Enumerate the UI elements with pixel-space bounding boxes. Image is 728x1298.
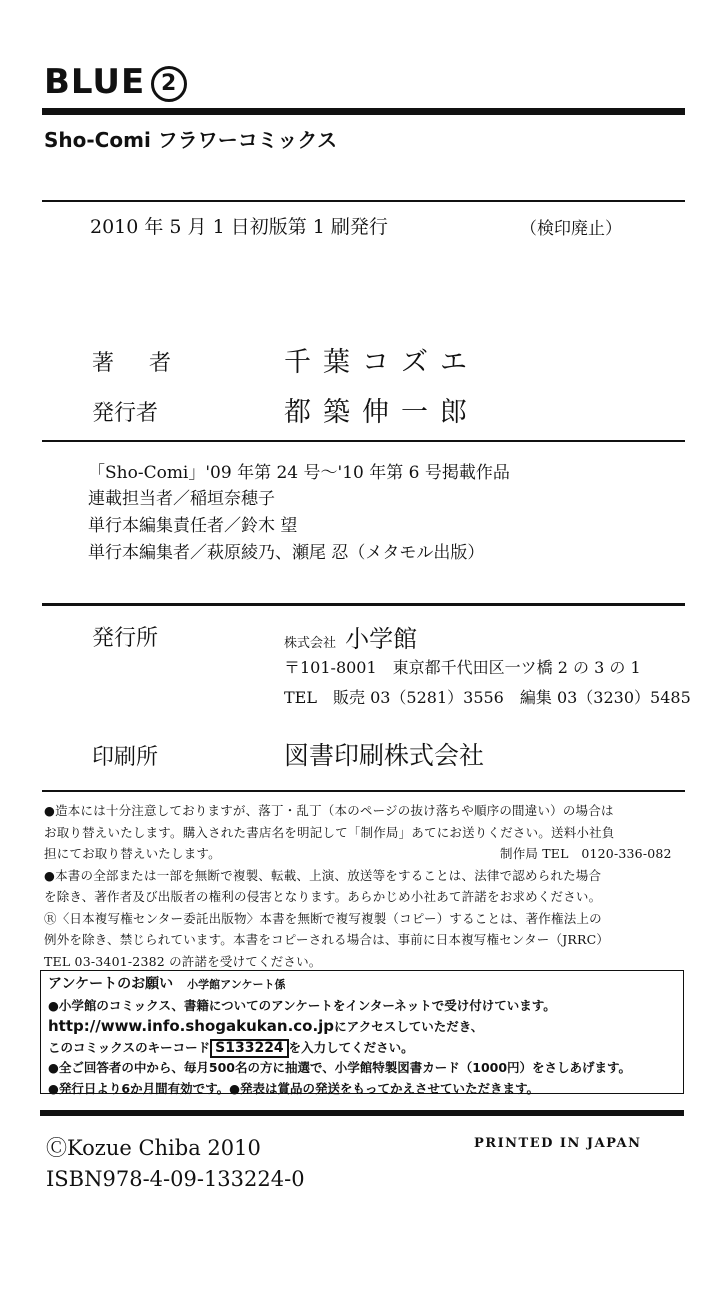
- isbn: ISBN978-4-09-133224-0: [46, 1167, 305, 1191]
- serialization-line: 「Sho-Comi」'09 年第 24 号〜'10 年第 6 号掲載作品: [88, 463, 510, 483]
- survey-url-link[interactable]: http://www.info.shogakukan.co.jp: [48, 1017, 335, 1035]
- publisher-person-name: 都築伸一郎: [284, 397, 479, 428]
- production-tel: 制作局 TEL 0120-336-082: [500, 846, 672, 861]
- credits-rule: [42, 440, 685, 442]
- survey-url-row: http://www.info.shogakukan.co.jpにアクセスしていただき、: [48, 1017, 484, 1035]
- notice-line: ●本書の全部または一部を無断で複製、転載、上演、放送等をすることは、法律で認められた場合: [44, 867, 602, 883]
- notice-line: Ⓡ〈日本複写権センター委託出版物〉本書を無断で複写複製（コピー）することは、著作権法上の: [44, 910, 602, 926]
- survey-content: [48, 974, 631, 1099]
- publication-date: 2010 年 5 月 1 日初版第 1 刷発行: [90, 216, 388, 238]
- key-code-box: S133224: [210, 1039, 289, 1058]
- survey-line: ●発行日より6か月間有効です。●発表は賞品の発送をもってかえさせていただきます。: [48, 1080, 540, 1096]
- company-name: 小学館: [345, 625, 418, 653]
- imprint-rule: [42, 200, 685, 202]
- notices-rule: [42, 790, 685, 792]
- header-rule: [42, 108, 685, 115]
- notice-line: TEL 03-3401-2382 の許諾を受けてください。: [44, 953, 322, 969]
- publisher-company: [284, 619, 417, 654]
- survey-heading-row: [48, 974, 631, 996]
- printed-in: PRINTED IN JAPAN: [474, 1136, 642, 1151]
- publisher-person-role: 発行者: [92, 401, 159, 426]
- survey-heading-sub: 小学館アンケート係: [187, 978, 286, 991]
- notice-line: ●造本には十分注意しておりますが、落丁・乱丁（本のページの抜け落ちや順序の間違い）の場合は: [44, 803, 614, 818]
- notices-block: [44, 800, 672, 972]
- survey-line: ●小学館のコミックス、書籍についてのアンケートをインターネットで受け付けています。: [48, 997, 556, 1013]
- author-role: 著 者: [92, 351, 185, 376]
- serialization-line: 連載担当者／稲垣奈穂子: [88, 489, 275, 509]
- notice-line: 例外を除き、禁じられています。本書をコピーされる場合は、事前に日本複写権センター（JRRC）: [44, 932, 610, 947]
- company-prefix: 株式会社: [284, 636, 337, 651]
- publisher-label: 発行所: [92, 626, 159, 651]
- serialization-line: 単行本編集者／萩原綾乃、瀬尾 忍（メタモル出版）: [88, 543, 485, 563]
- author-name: 千葉コズエ: [284, 347, 479, 378]
- notice-line: 担にてお取り替えいたします。 制作局 TEL 0120-336-082: [44, 843, 615, 865]
- notice-line: を除き、著作者及び出版者の権利の侵害となります。あらかじめ小社あて許諾をお求めください。: [44, 889, 602, 904]
- printer-company: 図書印刷株式会社: [284, 741, 485, 770]
- imprint-label: Sho-Comi フラワーコミックス: [44, 128, 338, 152]
- survey-line: ●全ご回答者の中から、毎月500名の方に抽選で、小学館特製図書カード（1000円）をさしあげます。: [48, 1060, 632, 1075]
- publisher-rule: [42, 603, 685, 606]
- serialization-line: 単行本編集責任者／鈴木 望: [88, 516, 298, 536]
- publisher-phone: TEL 販売 03（5281）3556 編集 03（3230）5485: [284, 688, 691, 707]
- title-text: BLUE: [44, 62, 146, 102]
- volume-number: 2: [151, 66, 187, 102]
- copyright: ⒸKozue Chiba 2010: [46, 1136, 261, 1160]
- survey-heading: アンケートのお願い: [48, 976, 174, 992]
- notice-line: お取り替えいたします。購入された書店名を明記して「制作局」あてにお送りください。送料小社負: [44, 824, 615, 840]
- publisher-address: 〒101-8001 東京都千代田区一ツ橋 2 の 3 の 1: [284, 658, 641, 677]
- survey-key-row: このコミックスのキーコード S133224 を入力してください。: [48, 1039, 414, 1056]
- printer-label: 印刷所: [92, 745, 159, 770]
- book-title: [44, 62, 187, 102]
- seal-note: （検印廃止）: [520, 219, 622, 239]
- footer-rule: [40, 1110, 684, 1116]
